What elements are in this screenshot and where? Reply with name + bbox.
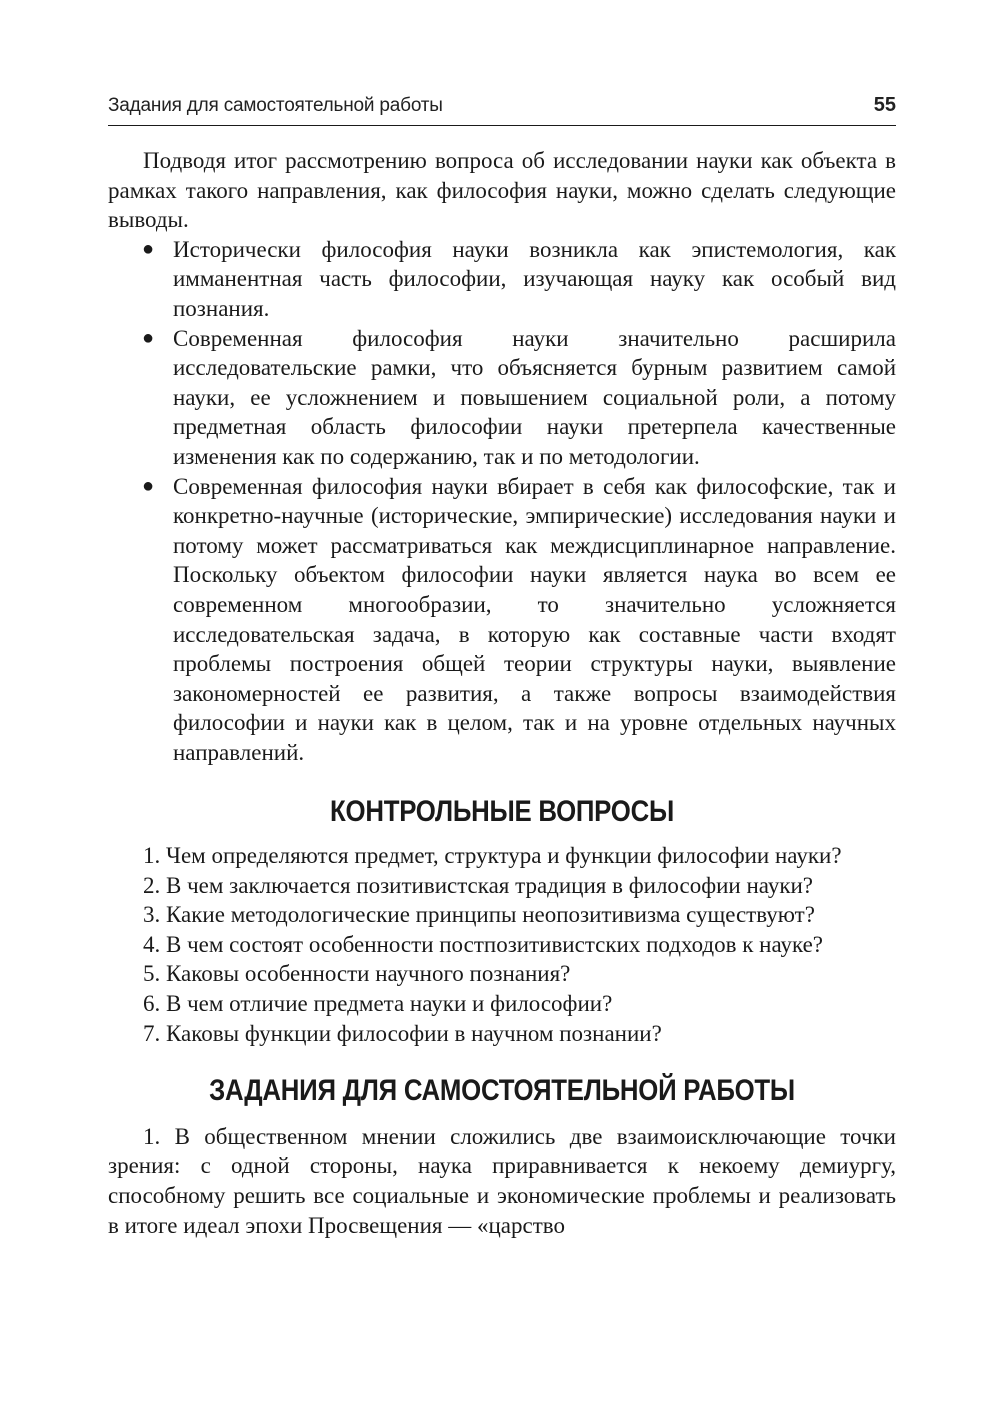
question-item <box>108 1019 896 1049</box>
question-number: 1. <box>143 843 161 869</box>
task-paragraph: 1. В общественном мнении сложились две взаимоисключающие точки зрения: с одной стороны, наука приравнивается к некоему демиургу, способному решить все социальные и экономические проблемы и реализовать в итоге идеал эпохи Просвещения — «царство <box>108 1123 896 1238</box>
bullet-text: Современная философия науки значительно расширила исследовательские рамки, что объясняется бурным развитием самой науки, ее усложнением и повышением социальной роли, а потому предметная область философии науки претерпела качественные изменения как по содержанию, так и по методологии. <box>173 325 896 469</box>
list-item <box>108 324 896 472</box>
running-title: Задания для самостоятельной работы <box>108 95 443 116</box>
bullet-text: Исторически философия науки возникла как эпистемология, как имманентная часть философии, изучающая науку как особый вид познания. <box>173 236 896 321</box>
page-body <box>108 146 896 1240</box>
question-text: В чем отличие предмета науки и философии? <box>166 991 613 1017</box>
question-number: 6. <box>143 991 161 1017</box>
question-number: 7. <box>143 1020 161 1046</box>
question-item <box>108 989 896 1019</box>
question-item <box>108 959 896 989</box>
intro-paragraph: Подводя итог рассмотрению вопроса об исследовании науки как объекта в рамках такого направления, как философия науки, можно сделать следующие выводы. <box>108 148 896 233</box>
questions-list <box>108 841 896 1048</box>
list-item <box>108 235 896 324</box>
question-number: 5. <box>143 961 161 987</box>
question-text: В чем состоят особенности постпозитивистских подходов к науке? <box>166 931 824 957</box>
question-text: Каковы функции философии в научном познании? <box>166 1020 662 1046</box>
question-number: 2. <box>143 872 161 898</box>
page-number: 55 <box>873 94 896 116</box>
bullet-icon: ● <box>142 474 155 497</box>
question-number: 4. <box>143 931 161 957</box>
running-header <box>108 93 896 126</box>
bullet-text: Современная философия науки вбирает в себя как философские, так и конкретно-научные (исторические, эмпирические) исследования науки и потому может рассматриваться как междисциплинарное направление. Поскольку объектом философии науки является наука во всем ее современном многообразии, то значительно усложняется исследовательская задача, в которую как составные части входят проблемы построения общей теории структуры науки, выявление закономерностей ее развития, а также вопросы взаимодействия философии и науки как в целом, так и на уровне отдельных научных направлений. <box>173 473 896 765</box>
question-item <box>108 930 896 960</box>
question-item <box>108 841 896 871</box>
question-text: Чем определяются предмет, структура и функции философии науки? <box>166 843 842 869</box>
question-item <box>108 871 896 901</box>
bullet-icon: ● <box>142 237 155 260</box>
list-item <box>108 472 896 768</box>
conclusions-list <box>108 235 896 768</box>
question-text: Какие методологические принципы неопозитивизма существуют? <box>166 902 815 928</box>
bullet-icon: ● <box>142 326 155 349</box>
question-item <box>108 900 896 930</box>
tasks-heading: ЗАДАНИЯ ДЛЯ САМОСТОЯТЕЛЬНОЙ РАБОТЫ <box>209 1074 795 1108</box>
questions-heading: КОНТРОЛЬНЫЕ ВОПРОСЫ <box>330 795 674 829</box>
question-text: В чем заключается позитивистская традиция в философии науки? <box>166 872 814 898</box>
question-number: 3. <box>143 902 161 928</box>
question-text: Каковы особенности научного познания? <box>166 961 571 987</box>
